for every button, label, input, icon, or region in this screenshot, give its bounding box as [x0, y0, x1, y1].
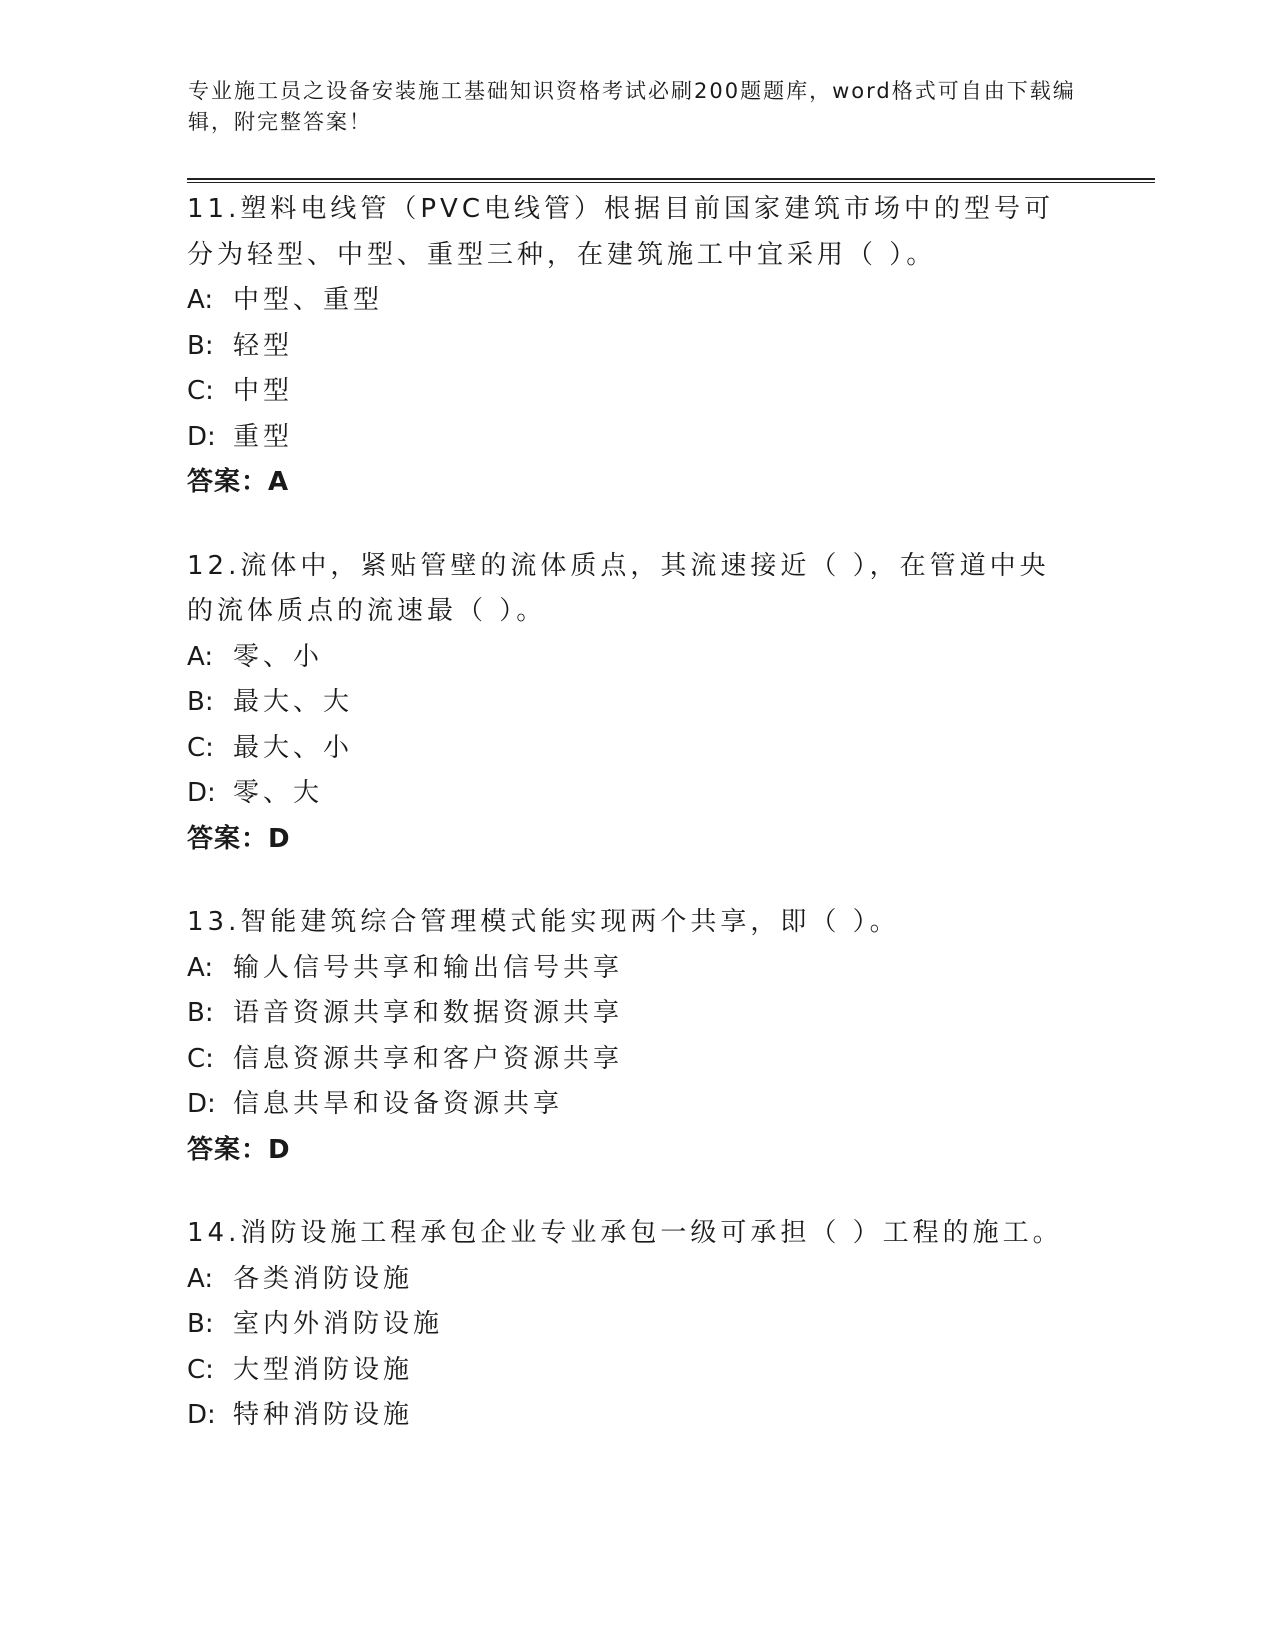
- option-letter: A:: [187, 952, 214, 983]
- option-a: [187, 635, 1067, 681]
- option-letter: C:: [187, 1043, 214, 1074]
- answer-line: 答案：D: [187, 823, 291, 854]
- option-a: [187, 278, 1067, 324]
- question-12: [187, 544, 1067, 863]
- option-d: [187, 1082, 1067, 1128]
- option-letter: D:: [187, 1400, 216, 1430]
- option-letter: C:: [187, 732, 214, 763]
- option-text: 轻型: [233, 330, 294, 361]
- option-d: [187, 771, 1067, 817]
- option-text: 中型: [233, 376, 294, 406]
- option-a: [187, 946, 1067, 992]
- option-text: 最大、小: [233, 732, 354, 763]
- option-text: 最大、大: [233, 687, 354, 717]
- option-letter: A:: [187, 285, 214, 315]
- question-stem: 14.消防设施工程承包企业专业承包一级可承担（ ）工程的施工。: [187, 1218, 1063, 1248]
- question-list: [187, 187, 1067, 1477]
- header-rule-thin: [187, 182, 1155, 183]
- option-letter: B:: [187, 1309, 214, 1339]
- option-letter: A:: [187, 641, 214, 672]
- option-text: 各类消防设施: [233, 1263, 414, 1294]
- option-letter: B:: [187, 998, 214, 1028]
- option-c: [187, 726, 1067, 772]
- option-c: [187, 1348, 1067, 1394]
- option-b: [187, 991, 1067, 1037]
- header-rule-thick: [187, 178, 1155, 180]
- option-text: 零、小: [233, 641, 324, 672]
- option-letter: B:: [187, 687, 214, 717]
- question-stem: 11.塑料电线管（PVC电线管）根据目前国家建筑市场中的型号可分为轻型、中型、重型三种，在建筑施工中宜采用（ ）。: [187, 194, 1054, 270]
- option-letter: A:: [187, 1263, 214, 1294]
- option-text: 信息资源共享和客户资源共享: [233, 1043, 624, 1074]
- option-b: [187, 1302, 1067, 1348]
- option-text: 室内外消防设施: [233, 1309, 444, 1339]
- answer-line: 答案：A: [187, 467, 290, 497]
- question-stem: 13.智能建筑综合管理模式能实现两个共享，即（ ）。: [187, 907, 900, 937]
- option-text: 输人信号共享和输出信号共享: [233, 952, 624, 983]
- option-letter: D:: [187, 778, 216, 808]
- option-d: [187, 1393, 1067, 1439]
- option-a: [187, 1257, 1067, 1303]
- option-c: [187, 369, 1067, 415]
- option-text: 特种消防设施: [233, 1400, 414, 1430]
- option-letter: B:: [187, 330, 214, 361]
- answer-line: 答案：D: [187, 1134, 291, 1165]
- option-letter: C:: [187, 1354, 214, 1385]
- option-letter: D:: [187, 421, 216, 452]
- option-text: 重型: [233, 421, 294, 452]
- option-c: [187, 1037, 1067, 1083]
- option-b: [187, 680, 1067, 726]
- option-text: 中型、重型: [233, 285, 384, 315]
- option-text: 零、大: [233, 778, 324, 808]
- option-b: [187, 324, 1067, 370]
- option-letter: C:: [187, 376, 214, 406]
- option-text: 语音资源共享和数据资源共享: [233, 998, 624, 1028]
- option-text: 信息共旱和设备资源共享: [233, 1089, 564, 1119]
- option-d: [187, 415, 1067, 461]
- document-header: 专业施工员之设备安装施工基础知识资格考试必刷200题题库，word格式可自由下载编辑，附完整答案！: [188, 79, 1076, 134]
- question-13: [187, 900, 1067, 1173]
- question-stem: 12.流体中，紧贴管壁的流体质点，其流速接近（ ），在管道中央的流体质点的流速最（ ）。: [187, 550, 1050, 626]
- question-11: [187, 187, 1067, 506]
- option-letter: D:: [187, 1089, 216, 1119]
- option-text: 大型消防设施: [233, 1354, 414, 1385]
- question-14: [187, 1211, 1067, 1439]
